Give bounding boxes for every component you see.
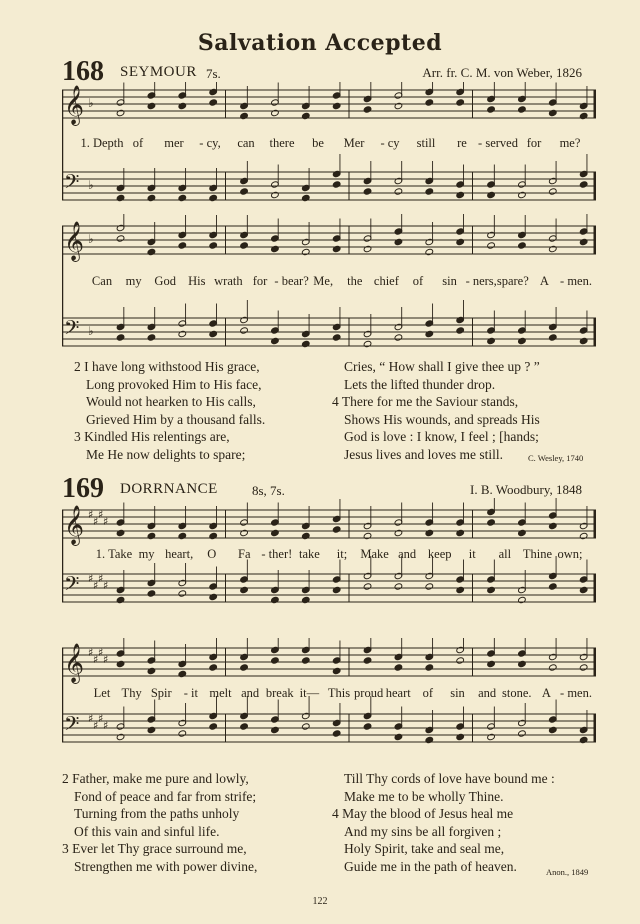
composer: Arr. fr. C. M. von Weber, 1826 [422,65,582,80]
verse-line: God is love : I know, I feel ; [hands; [344,429,539,444]
note-head [271,337,280,344]
lyric-syllable: take [299,547,320,561]
sharp-icon: ♯ [93,653,99,666]
note-head [549,522,558,529]
verse-line: 4 There for me the Saviour stands, [332,394,519,409]
verse-line: Strengthen me with power divine, [74,858,258,874]
note-head [240,242,249,249]
verse-line: Grieved Him by a thousand falls. [86,411,266,427]
lyric-syllable: - bear? [274,274,309,288]
note-head [209,664,218,671]
sharp-icon: ♯ [88,712,94,725]
note-head [332,526,341,533]
note-head [579,112,588,119]
note-head [271,109,280,116]
verses-right [332,770,555,875]
note-head [363,723,372,730]
note-head [240,188,249,195]
lyric-syllable: Thine [522,547,553,561]
note-head [487,337,496,344]
note-head [487,519,496,526]
lyric-line [62,686,596,702]
note-head [363,583,372,590]
note-head [209,99,218,106]
note-head [147,102,156,109]
lyric-syllable: keep [427,547,452,561]
note-head [456,238,465,245]
note-head [240,112,249,119]
treble-clef-icon: 𝄞 [64,221,85,261]
note-head [363,106,372,113]
lyric-syllable: Mer [343,136,365,150]
lyric-syllable: 1. Depth [80,136,124,150]
lyric-syllable: O [207,547,217,561]
note-head [518,106,527,113]
note-head [487,191,496,198]
note-head [456,733,465,740]
note-head [549,109,558,116]
note-head [425,248,434,255]
lyric-syllable: Thy [121,686,142,700]
note-head [579,664,588,671]
note-head [116,660,125,667]
author-credit: C. Wesley, 1740 [528,453,584,463]
note-head [240,664,249,671]
note-head [209,532,218,539]
verse-line: Make me to be wholly Thine. [344,788,504,804]
note-head [363,532,372,539]
note-head [147,248,156,255]
note-head [332,245,341,252]
verse-line: Guide me in the path of heaven. [344,858,517,874]
lyric-syllable: - served [478,136,518,150]
note-head [116,194,125,201]
lyric-line [62,547,596,563]
verse-line: Shows His wounds, and spreads His [344,411,540,427]
bass-clef-icon: 𝄢 [64,712,80,740]
lyric-syllable: all [498,547,512,561]
lyric-syllable: of [412,274,424,288]
note-head [147,590,156,597]
verse-line: 3 Kindled His relentings are, [74,429,230,444]
note-head [147,532,156,539]
sharp-icon: ♯ [93,719,99,732]
note-head [363,657,372,664]
note-head [456,99,465,106]
note-head [332,181,341,188]
note-head [487,733,496,740]
note-head [178,330,187,337]
note-head [549,726,558,733]
lyric-syllable: chief [373,274,399,288]
lyric-syllable: it; [336,547,348,561]
note-head [178,242,187,249]
note-head [209,723,218,730]
hymn-number: 169 [62,473,104,504]
lyric-syllable: break [265,686,294,700]
note-head [363,245,372,252]
verse-line: Long provoked Him to His face, [86,376,262,392]
note-head [425,188,434,195]
lyric-syllable: mer [164,136,184,150]
verse-line: Would not hearken to His calls, [86,394,256,409]
note-head [302,657,311,664]
note-head [240,586,249,593]
lyric-syllable: of [422,686,434,700]
note-head [425,736,434,743]
note-head [425,583,434,590]
note-head [332,102,341,109]
note-head [116,235,125,242]
verses-left [62,770,257,875]
sharp-icon: ♯ [88,646,94,659]
note-head [579,181,588,188]
note-head [302,194,311,201]
lyric-syllable: God [154,274,176,288]
note-head [178,102,187,109]
verse-line: Cries, “ How shall I give thee up ? ” [344,359,540,374]
note-head [116,596,125,603]
verse-line: 3 Ever let Thy grace surround me, [62,841,247,856]
note-head [147,194,156,201]
note-head [240,327,249,334]
note-head [302,248,311,255]
meter: 8s, 7s. [252,483,285,498]
note-head [332,667,341,674]
sharp-icon: ♯ [93,515,99,528]
lyric-syllable: A [541,686,551,700]
lyric-syllable: wrath [214,274,243,288]
lyric-syllable: still [416,136,436,150]
note-head [456,586,465,593]
note-head [394,733,403,740]
note-head [209,242,218,249]
verse-line: 2 Father, make me pure and lowly, [62,771,249,786]
lyric-line [62,274,596,290]
sharp-icon: ♯ [98,712,104,725]
note-head [178,532,187,539]
music-staff-system [62,638,596,768]
verses-left [74,358,265,463]
sharp-icon: ♯ [98,572,104,585]
sharp-icon: ♯ [103,653,109,666]
note-head [456,191,465,198]
lyric-syllable: the [347,274,363,288]
note-head [549,664,558,671]
note-head [271,596,280,603]
tune-name: SEYMOUR [120,64,197,80]
note-head [518,337,527,344]
lyric-syllable: can [237,136,255,150]
lyric-syllable: heart [385,686,411,700]
note-head [209,330,218,337]
note-head [178,730,187,737]
lyric-syllable: spare? [496,274,529,288]
note-head [302,340,311,347]
verse-line: Till Thy cords of love have bound me : [344,771,555,786]
hymn-number: 168 [62,56,104,87]
note-head [425,529,434,536]
note-head [518,596,527,603]
note-head [487,586,496,593]
bass-clef-icon: 𝄢 [64,572,80,600]
verses-right [332,358,540,463]
note-head [579,586,588,593]
note-head [394,583,403,590]
flat-icon: ♭ [88,232,94,246]
note-head [178,670,187,677]
lyric-syllable: Fa [238,547,251,561]
note-head [549,245,558,252]
note-head [240,723,249,730]
note-head [271,191,280,198]
note-head [116,529,125,536]
note-head [549,188,558,195]
lyric-syllable: re [457,136,467,150]
verse-line: Fond of peace and far from strife; [74,788,257,804]
lyric-syllable: melt [209,686,232,700]
note-head [579,238,588,245]
note-head [332,334,341,341]
page-number: 122 [312,896,328,907]
lyric-syllable: sin [450,686,465,700]
lyric-syllable: - it [183,686,198,700]
lyric-syllable: and [241,686,260,700]
lyric-syllable: for [252,274,268,288]
composer: I. B. Woodbury, 1848 [470,482,582,497]
lyric-syllable: my [125,274,142,288]
lyric-syllable: A [539,274,549,288]
note-head [394,529,403,536]
note-head [209,194,218,201]
flat-icon: ♭ [88,324,94,338]
lyric-syllable: stone. [501,686,532,700]
meter: 7s. [206,66,221,81]
note-head [425,99,434,106]
note-head [332,586,341,593]
lyric-syllable: heart, [165,547,194,561]
lyric-syllable: for [526,136,542,150]
note-head [332,730,341,737]
note-head [518,191,527,198]
verse-line: Me He now delights to spare; [86,446,246,462]
lyric-syllable: sin [442,274,457,288]
note-head [518,242,527,249]
lyric-syllable: own; [557,547,583,561]
lyric-syllable: - ther! [261,547,293,561]
lyric-syllable: proud [354,686,384,700]
note-head [518,730,527,737]
sharp-icon: ♯ [93,579,99,592]
verse-line: 4 May the blood of Jesus heal me [332,806,514,821]
lyric-syllable: - cy, [199,136,221,150]
flat-icon: ♭ [88,96,94,110]
verse-line: And my sins be all forgiven ; [344,823,502,839]
note-head [271,529,280,536]
note-head [549,334,558,341]
note-head [518,529,527,536]
note-head [487,106,496,113]
note-head [116,109,125,116]
lyric-syllable: and [478,686,497,700]
note-head [363,340,372,347]
note-head [271,245,280,252]
sharp-icon: ♯ [88,508,94,521]
note-head [394,102,403,109]
note-head [302,723,311,730]
note-head [147,334,156,341]
lyric-syllable: Make [360,547,389,561]
note-head [116,334,125,341]
lyric-line [62,136,596,152]
note-head [456,657,465,664]
author-credit: Anon., 1849 [546,867,589,877]
sharp-icon: ♯ [98,646,104,659]
lyric-syllable: it [468,547,476,561]
section-title: Salvation Accepted [197,30,443,56]
treble-clef-icon: 𝄞 [64,505,85,545]
lyric-syllable: - cy [380,136,400,150]
note-head [425,330,434,337]
lyric-syllable: Can [91,274,113,288]
bass-clef-icon: 𝄢 [64,170,80,198]
lyric-syllable: 1. Take [95,547,133,561]
sharp-icon: ♯ [103,515,109,528]
note-head [394,664,403,671]
note-head [302,596,311,603]
treble-clef-icon: 𝄞 [64,643,85,683]
verse-line: 2 I have long withstood His grace, [74,359,260,374]
verse-line: Of this vain and sinful life. [74,823,220,839]
note-head [518,660,527,667]
note-head [147,726,156,733]
note-head [394,238,403,245]
sharp-icon: ♯ [98,508,104,521]
note-head [456,327,465,334]
note-head [425,664,434,671]
note-head [302,112,311,119]
note-head [456,529,465,536]
lyric-syllable: His [188,274,206,288]
note-head [147,667,156,674]
verse-line: Holy Spirit, take and seal me, [344,841,505,856]
verse-line: Lets the lifted thunder drop. [344,376,496,392]
flat-icon: ♭ [88,178,94,192]
lyric-syllable: and [398,547,417,561]
note-head [579,532,588,539]
tune-name: DORRNANCE [120,481,218,497]
note-head [271,657,280,664]
lyric-syllable: - men. [560,274,592,288]
note-head [116,733,125,740]
lyric-syllable: it— [299,686,320,700]
lyric-syllable: me? [559,136,581,150]
note-head [487,660,496,667]
sharp-icon: ♯ [88,572,94,585]
treble-clef-icon: 𝄞 [64,85,85,125]
note-head [487,242,496,249]
note-head [240,529,249,536]
lyric-syllable: Let [93,686,111,700]
lyric-syllable: there [269,136,295,150]
lyric-syllable: of [132,136,144,150]
note-head [271,726,280,733]
note-head [178,194,187,201]
verse-line: Turning from the paths unholy [74,806,240,821]
lyric-syllable: - ners, [465,274,497,288]
note-head [394,188,403,195]
note-head [178,590,187,597]
verse-line: Jesus lives and loves me still. [344,446,503,462]
lyric-syllable: my [138,547,155,561]
note-head [209,593,218,600]
note-head [549,583,558,590]
sharp-icon: ♯ [103,719,109,732]
bass-clef-icon: 𝄢 [64,316,80,344]
lyric-syllable: be [312,136,324,150]
lyric-syllable: Spir [150,686,172,700]
lyric-syllable: Me, [313,274,334,288]
note-head [394,334,403,341]
lyric-syllable: - men. [560,686,592,700]
note-head [302,532,311,539]
note-head [579,337,588,344]
sharp-icon: ♯ [103,579,109,592]
music-staff-system [62,498,596,633]
lyric-syllable: This [327,686,351,700]
note-head [579,736,588,743]
note-head [363,188,372,195]
